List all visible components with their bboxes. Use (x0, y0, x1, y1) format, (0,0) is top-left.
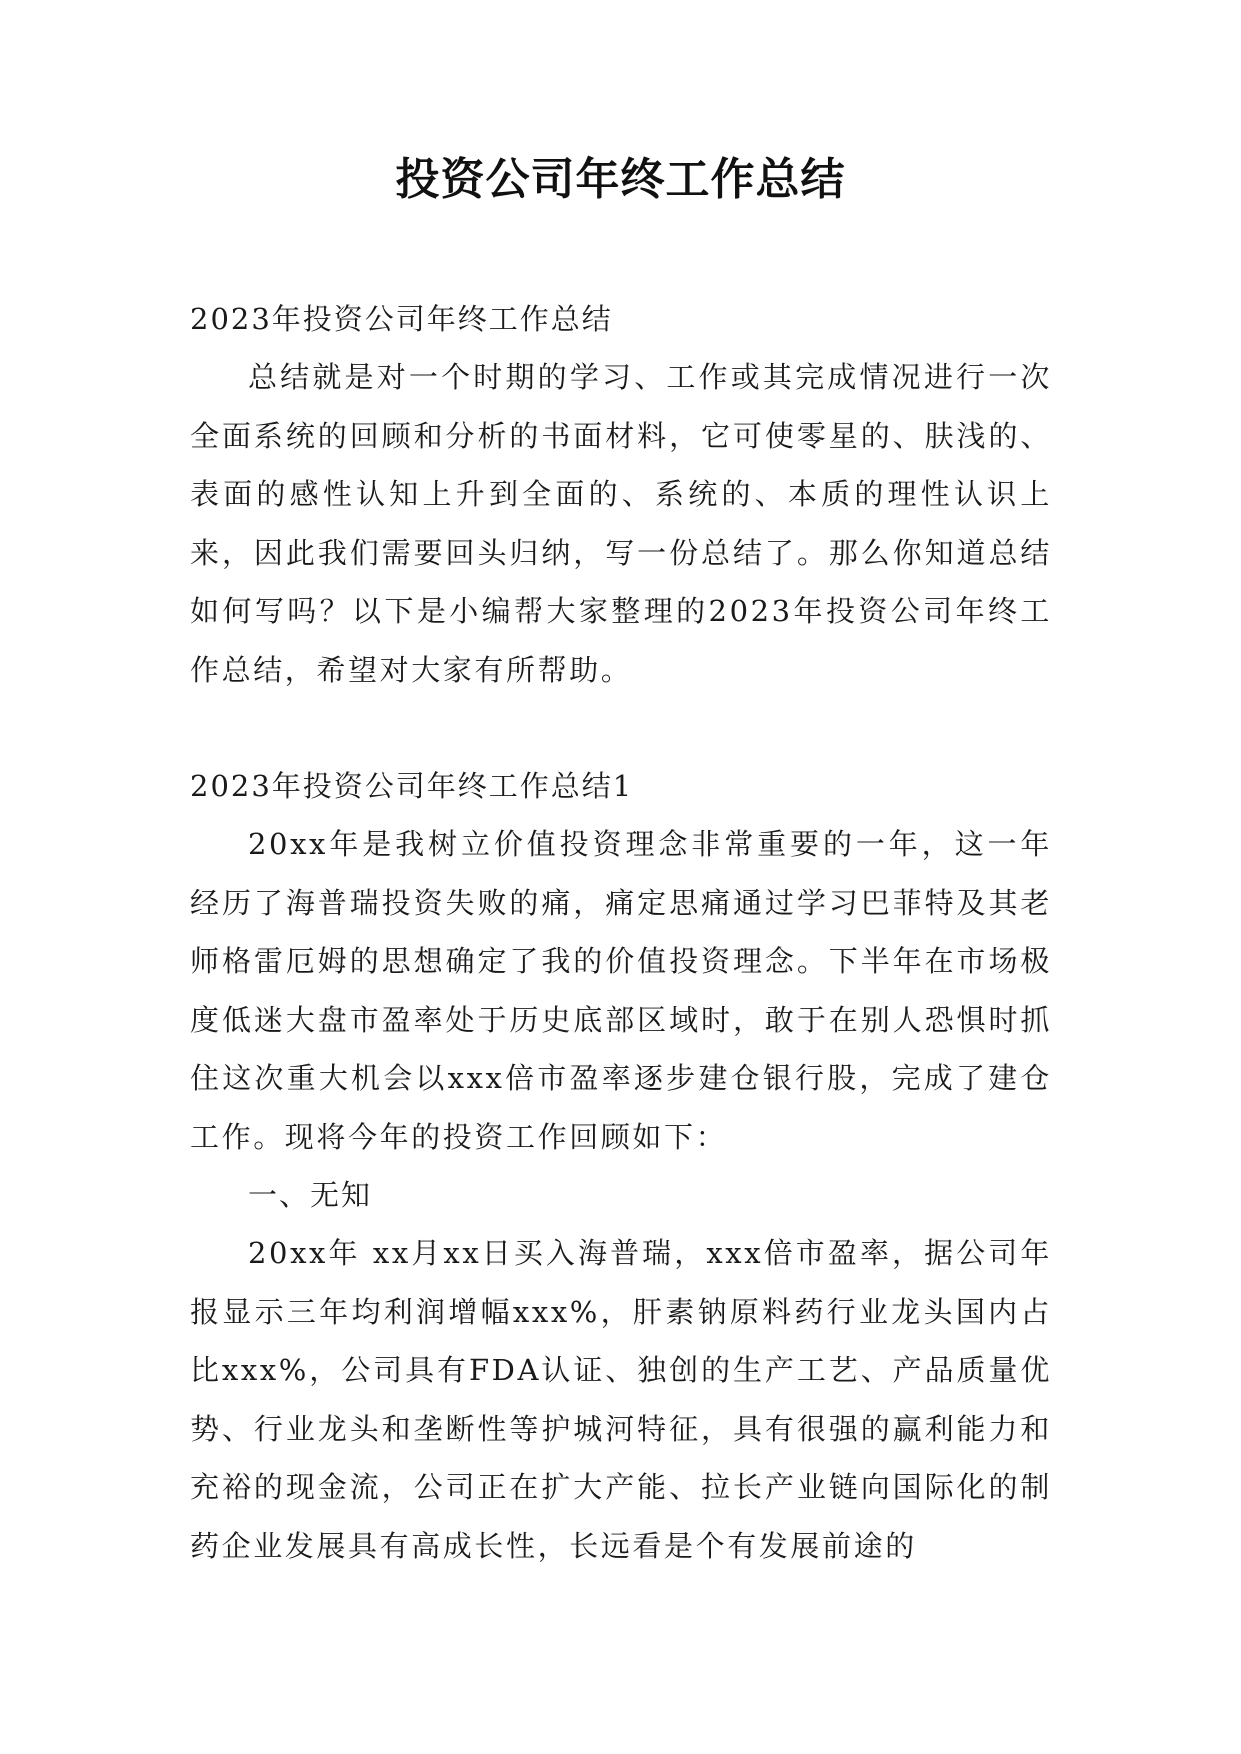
section1-paragraph-1: 20xx年是我树立价值投资理念非常重要的一年，这一年经历了海普瑞投资失败的痛，痛定思痛通过学习巴菲特及其老师格雷厄姆的思想确定了我的价值投资理念。下半年在市场极度低迷大盘市盈率处于历史底部区域时，敢于在别人恐惧时抓住这次重大机会以xxx倍市盈率逐步建仓银行股，完成了建仓工作。现将今年的投资工作回顾如下： (190, 827, 1052, 1154)
section1-heading: 2023年投资公司年终工作总结1 (190, 769, 634, 803)
main-heading: 2023年投资公司年终工作总结 (190, 302, 613, 336)
document-title: 投资公司年终工作总结 (395, 154, 846, 205)
subheading-ignorance: 一、无知 (248, 1178, 373, 1212)
intro-paragraph: 总结就是对一个时期的学习、工作或其完成情况进行一次全面系统的回顾和分析的书面材料，它可使零星的、肤浅的、表面的感性认知上升到全面的、系统的、本质的理性认识上来，因此我们需要回头归纳，写一份总结了。那么你知道总结如何写吗？以下是小编帮大家整理的2023年投资公司年终工作总结，希望对大家有所帮助。 (190, 360, 1052, 687)
document-body (190, 290, 1052, 1575)
section1-paragraph-2: 20xx年 xx月xx日买入海普瑞，xxx倍市盈率，据公司年报显示三年均利润增幅xxx%，肝素钠原料药行业龙头国内占比xxx%，公司具有FDA认证、独创的生产工艺、产品质量优势、行业龙头和垄断性等护城河特征，具有很强的赢利能力和充裕的现金流，公司正在扩大产能、拉长产业链向国际化的制药企业发展具有高成长性，长远看是个有发展前途的 (190, 1236, 1052, 1563)
paragraph-gap (190, 699, 1052, 757)
